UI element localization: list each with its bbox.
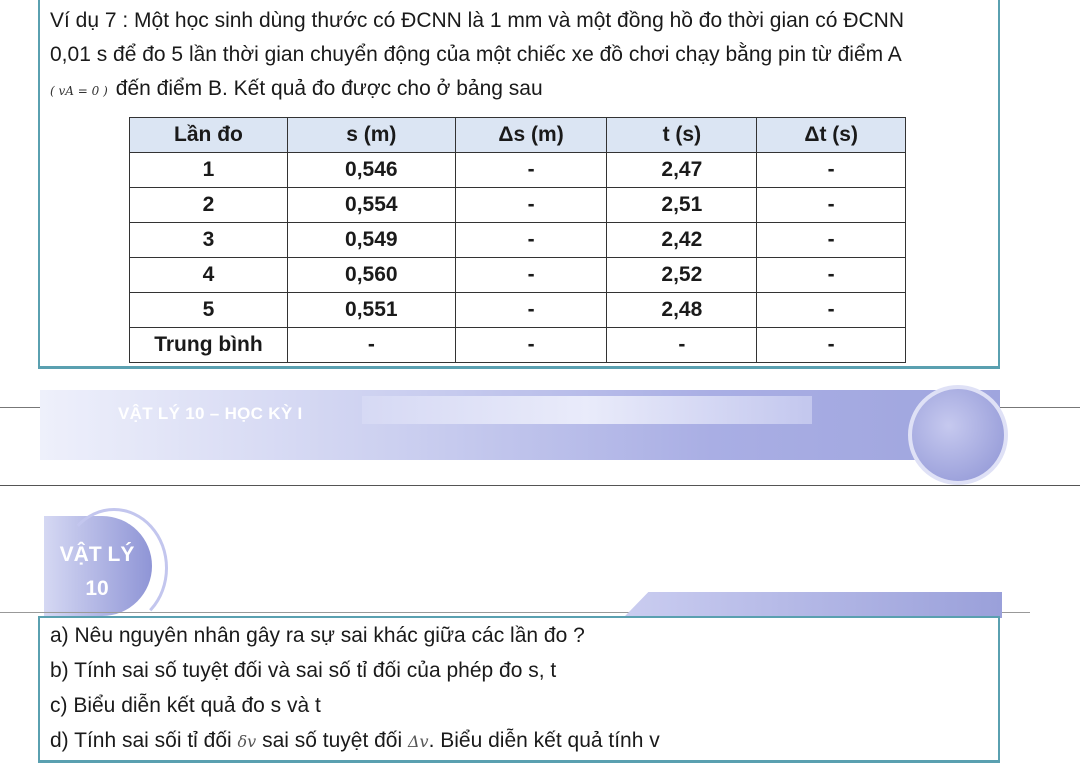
question-d: d) Tính sai sối tỉ đối δv sai số tuyệt đối Δv. Biểu diễn kết quả tính v xyxy=(50,729,660,752)
table-cell: 2,42 xyxy=(607,223,757,258)
table-row xyxy=(130,188,906,223)
table-cell: 2,52 xyxy=(607,258,757,293)
page-separator xyxy=(0,485,1080,486)
table-cell: 3 xyxy=(130,223,288,258)
table-cell: 0,554 xyxy=(287,188,455,223)
table-cell: - xyxy=(455,328,607,363)
table-row xyxy=(130,153,906,188)
col-header: t (s) xyxy=(607,118,757,153)
col-header: Δs (m) xyxy=(455,118,607,153)
table-cell: - xyxy=(757,223,906,258)
table-cell: 0,551 xyxy=(287,293,455,328)
table-cell: 2,48 xyxy=(607,293,757,328)
banner-highlight xyxy=(362,396,812,424)
table-row xyxy=(130,223,906,258)
banner-title: VẬT LÝ 10 – HỌC KỲ I xyxy=(118,404,303,423)
table-cell: 0,549 xyxy=(287,223,455,258)
col-header: Δt (s) xyxy=(757,118,906,153)
measurement-table xyxy=(129,117,906,363)
table-cell: 2 xyxy=(130,188,288,223)
table-cell: 2,51 xyxy=(607,188,757,223)
table-cell: 0,546 xyxy=(287,153,455,188)
table-header-row xyxy=(130,118,906,153)
table-cell: - xyxy=(757,153,906,188)
velocity-condition: ( vA = 0 ) xyxy=(50,84,108,98)
table-cell: - xyxy=(455,258,607,293)
table-cell: - xyxy=(455,293,607,328)
intro-line-3: ( vA = 0 ) đến điểm B. Kết quả đo được cho ở bảng sau xyxy=(50,77,543,100)
question-a: a) Nêu nguyên nhân gây ra sự sai khác giữa các lần đo ? xyxy=(50,624,585,647)
example-text xyxy=(50,4,994,108)
table-cell: 5 xyxy=(130,293,288,328)
intro-line-2: 0,01 s để đo 5 lần thời gian chuyển động của một chiếc xe đồ chơi chạy bằng pin từ điểm A xyxy=(50,43,902,66)
table-cell: - xyxy=(455,223,607,258)
table-cell: 0,560 xyxy=(287,258,455,293)
table-cell: 2,47 xyxy=(607,153,757,188)
decorative-band xyxy=(160,592,1002,618)
col-header: s (m) xyxy=(287,118,455,153)
table-cell: - xyxy=(757,328,906,363)
table-cell: - xyxy=(757,258,906,293)
relative-error-symbol: δv xyxy=(237,732,257,751)
table-row-average xyxy=(130,328,906,363)
table-cell: - xyxy=(287,328,455,363)
table-cell: - xyxy=(757,293,906,328)
col-header: Lần đo xyxy=(130,118,288,153)
banner-circle-decoration xyxy=(908,385,1008,485)
question-b: b) Tính sai số tuyệt đối và sai số tỉ đối của phép đo s, t xyxy=(50,659,557,682)
table-row xyxy=(130,258,906,293)
subject-badge-text xyxy=(56,538,138,606)
table-row xyxy=(130,293,906,328)
table-cell: Trung bình xyxy=(130,328,288,363)
table-cell: - xyxy=(757,188,906,223)
questions-list xyxy=(50,618,990,759)
question-c: c) Biểu diễn kết quả đo s và t xyxy=(50,694,321,717)
table-cell: - xyxy=(455,188,607,223)
table-cell: - xyxy=(607,328,757,363)
absolute-error-symbol: Δv xyxy=(408,732,429,751)
table-cell: - xyxy=(455,153,607,188)
table-cell: 4 xyxy=(130,258,288,293)
badge-subject: VẬT LÝ xyxy=(59,543,135,566)
table-cell: 1 xyxy=(130,153,288,188)
intro-line-1: Ví dụ 7 : Một học sinh dùng thước có ĐCNN là 1 mm và một đồng hồ đo thời gian có ĐCNN xyxy=(50,9,904,32)
badge-grade: 10 xyxy=(85,577,109,600)
